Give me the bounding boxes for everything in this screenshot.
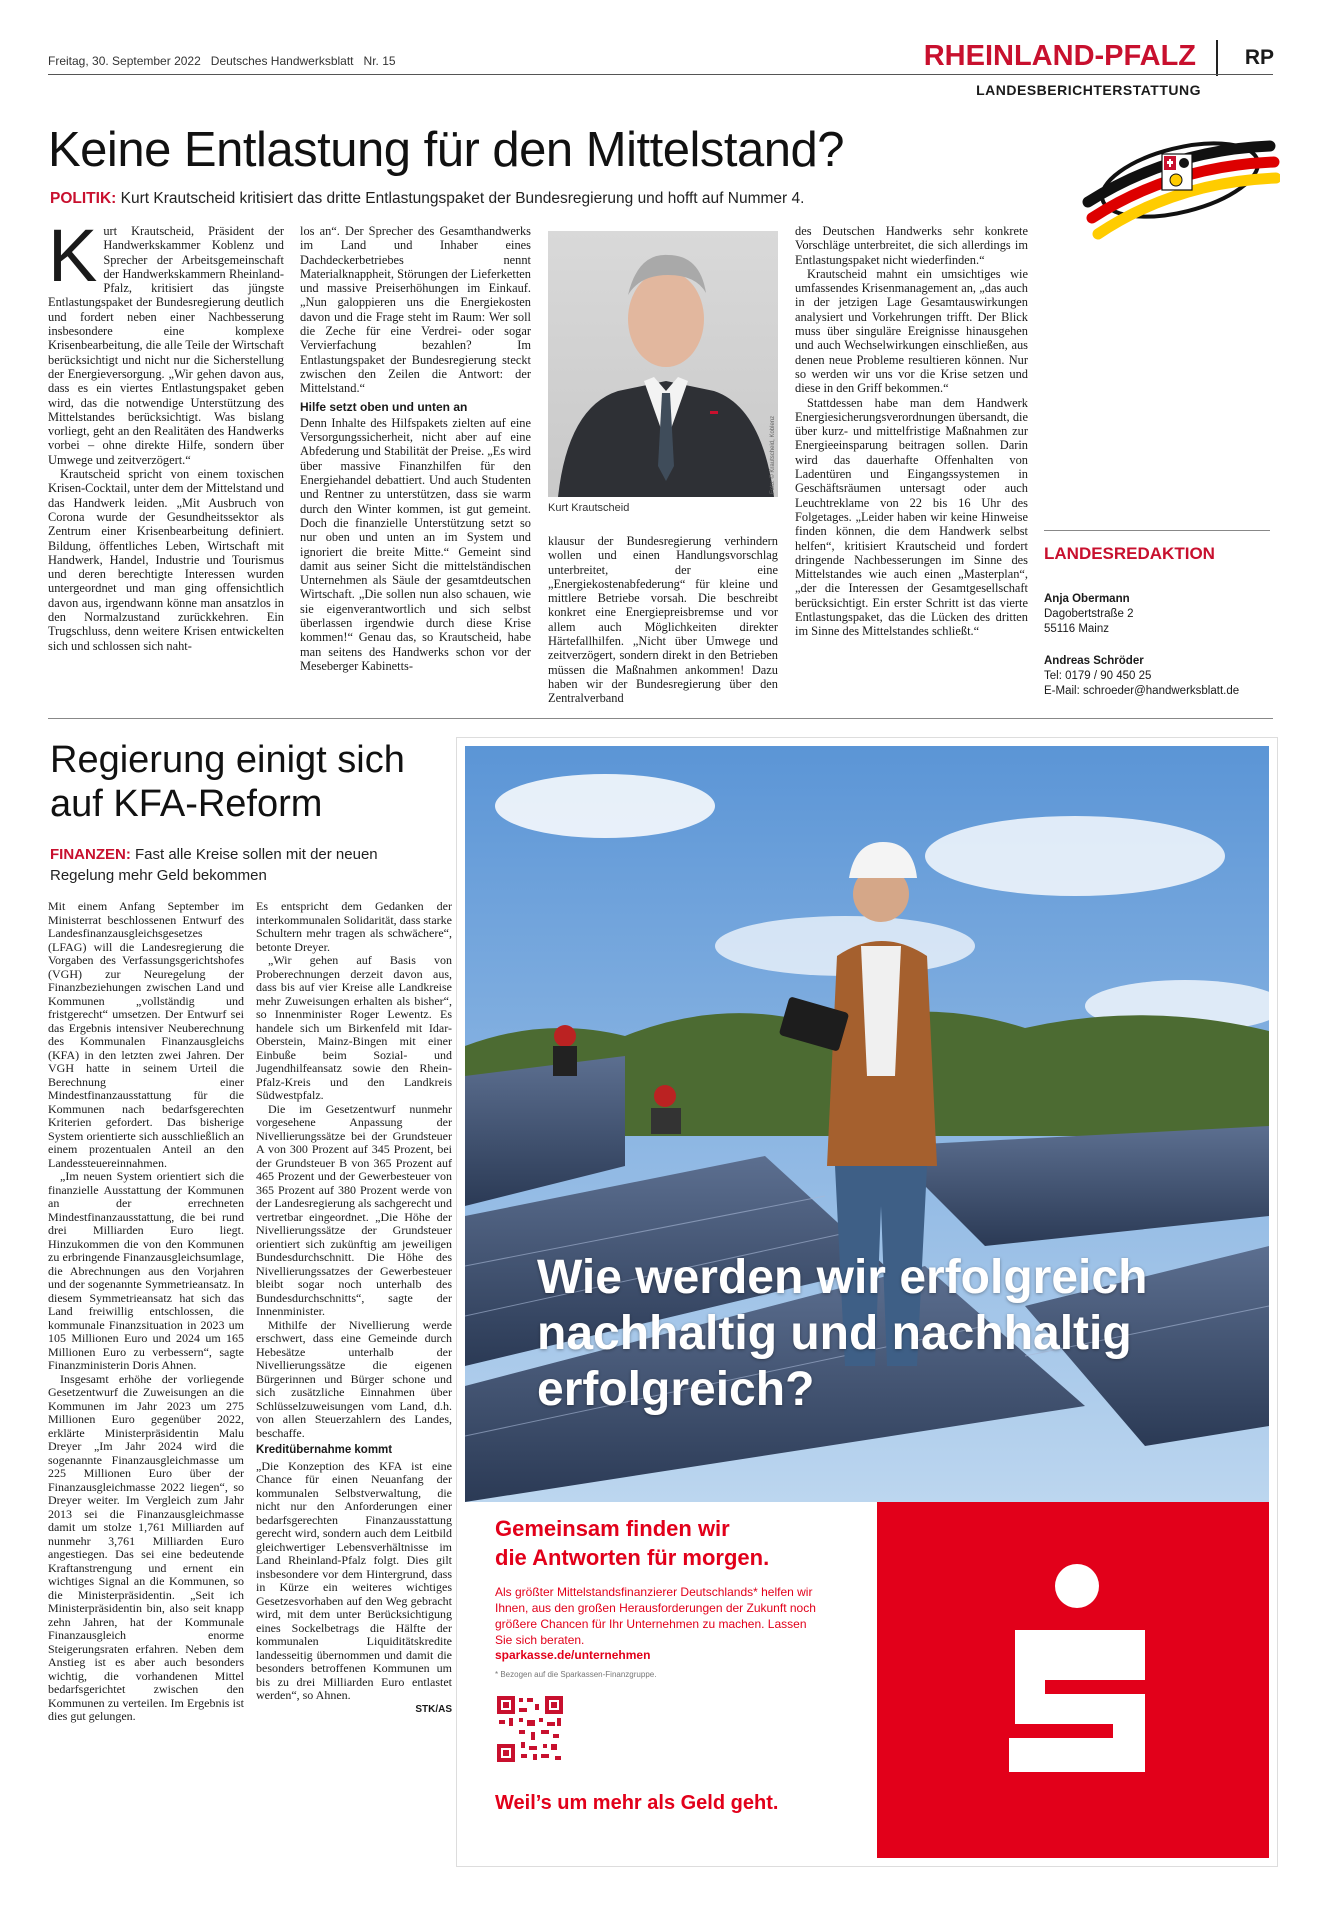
editor-1-street: Dagobertstraße 2 [1044,608,1134,620]
paragraph: des Deutschen Handwerks sehr konkrete Vorschläge unterbreitet, die sich allerdings im Entlastungspaket nicht wiederfinden.“ [795,224,1028,267]
ad-body: Als größter Mittelstandsfinanzierer Deutschlands* helfen wir Ihnen, aus den großen Herausforderungen der Zukunft noch größere Chancen für Ihr Unternehmen zu machen. Lassen Sie sich beraten. [495,1585,816,1647]
paragraph: Denn Inhalte des Hilfspakets zielten auf eine Versorgungssicherheit, nicht aber auf eine Abfederung und Stabilität der Preise. „Es wird über massive Finanzhilfen für den Energiehandel debattiert. Und auch Studenten und Rentner zu unterstützen, dass sie warm durch den Winter kommen, ist gut gemeint. Doch die finanzielle Unterstützung setzt so nur oben und unten an im System und ignoriert die breite Mitte.“ Gemeint sind damit aus seiner Sicht die mittelständischen Unternehmen als Säule der gesamtdeutschen Wirtschaft. „Die sollen nun also schauen, wie sie eigenverantwortlich und sich selbst überlassen irgendwie durch diese Krise kommen!“ Genau das, so Krautscheid, habe man seitens des Handwerks schon vor der Meseberger Kabinetts- [300,415,531,673]
ad-slogan: Weil’s um mehr als Geld geht. [495,1792,779,1814]
dateline [48,54,396,68]
date: Freitag, 30. September 2022 [48,54,201,68]
ad-tagline-line1: Gemeinsam finden wir [495,1516,730,1541]
article1-column-1 [48,214,284,653]
ad-headline: Wie werden wir erfolgreich nachhaltig und nachhaltig erfolgreich? [537,1251,1148,1416]
ad-photo [465,746,1269,1502]
qr-code[interactable] [495,1694,565,1764]
paragraph: Krautscheid mahnt ein umsichtiges wie umfassendes Krisenmanagement an, „das auch in der jetzigen Lage Gesamtauswirkungen analysiert und Vorkehrungen trifft. Der Blick muss über singuläre Ereignisse hinausgehen und auch Wechselwirkungen einschließen, aus denen neue Probleme resultieren können. Nur so werden wir uns vor die Krise setzen und diese in den Griff bekommen.“ [795,266,1028,396]
portrait-photo [548,231,778,497]
article1-subtitle-text: Kurt Krautscheid kritisiert das dritte Entlastungspaket der Bundesregierung und hofft auf Nummer 4. [120,190,805,207]
article2-signature: STK/AS [415,1703,452,1715]
article1-column-3 [548,534,778,706]
photo-credit: Foto: © Krautscheid, Koblenz [770,415,776,494]
section-divider [48,718,1273,719]
box-rule [1044,530,1270,531]
paragraph: Insgesamt erhöhe der vorliegende Gesetzentwurf die Zuweisungen an die Kommunen im Jahr 2023 um 275 Millionen Euro gegenüber 2022, erklärte Ministerpräsidentin Malu Dreyer „Im Jahr 2024 wird die sogenannte Finanzausgleichmasse um 225 Millionen Euro über der Finanzausgleichmasse 2022 liegen“, so Dreyer weiter. Im Vergleich zum Jahr 2013 sei die Finanzausgleichmasse damit um stolze 1,761 Milliarden auf nunmehr 3,761 Milliarden Euro angestiegen. Das sei eine bedeutende Kraftanstrengung und ernent ein wichtiges Signal an die Kommunen, so die Ministerpräsidentin. „Seit ich Ministerpräsidentin bin, also seit knapp zehn Jahren, hat der Kommunale Finanzausgleich enorme Steigerungsraten erfahren. Neben dem Anstieg ist es aber auch besonders wichtig, die vorhandenen Mittel bedarfsgerichtet zwischen den Kommunen zu verteilen. Im Ergebnis ist dies gut gelungen. [48,1371,244,1723]
paragraph: Es entspricht dem Gedanken der interkommunalen Solidarität, dass starke Schultern mehr tragen als schwächere“, betonte Dreyer. [256,899,452,954]
article2-column-2 [256,900,452,1716]
portrait-illustration [548,231,778,497]
region-code: RP [1244,46,1274,69]
editor-2-tel: Tel: 0179 / 90 450 25 [1044,670,1152,682]
paragraph: klausur der Bundesregierung verhindern wollen und einen Handlungsvorschlag unterbreitet, der eine „Energiekostenabfederung“ für kleine und mittlere Betriebe vorsah. Die beschreibt konkret eine Energiepreisbremse und vor allem auch Möglichkeiten direkter Härtefallhilfen. „Nicht über Umwege und zeitverzögert, sondern direkt in den Betrieben müssen die Maßnahmen ankommen! Dazu haben wir der Bundesregierung über den Zentralverband [548,534,778,706]
paragraph: Die im Gesetzentwurf nunmehr vorgesehene Anpassung der Nivellierungssätze bei der Grundsteuer A von 300 Prozent auf 345 Prozent, bei der Grundsteuer B von 365 Prozent auf 465 Prozent und der Gewerbesteuer von 365 Prozent auf 380 Prozent werde von der Landesregierung als sachgerecht und vertretbar eingeordnet. „Die Höhe der Nivellierungssätze der Grundsteuer orientiert sich zukünftig am jeweiligen Bundesdurchschnitt. Die Höhe des Nivellierungssatzes der Gewerbesteuer bleibt sogar noch unterhalb des Bundesdurchschnitts“, sagte der Innenminister. [256,1101,452,1318]
article1-column-2 [300,224,531,673]
paragraph: urt Krautscheid, Präsident der Handwerkskammer Koblenz und Sprecher der Arbeitsgemeinschaft der Handwerkskammern Rheinland-Pfalz, kritisiert das jüngste Entlastungspaket der Bundesregierung deutlich und fordert neben einer Nachbesserung insbesondere eine komplexe Krisenbearbeitung, die alle Teile der Wirtschaft berücksichtigt und nicht nur die Sicherstellung der Energieversorgung. „Wir gehen davon aus, dass es ein viertes Entlastungspaket geben wird, das die notwendige Unterstützung des Mittelstandes berücksichtigt. Was bislang vorliegt, geht an den Realitäten des Handwerks vorbei – ohne direkte Hilfe, sondern über Umwege und zeitverzögert.“ [48,224,284,467]
article1-column-4 [795,224,1028,639]
paragraph: „Wir gehen auf Basis von Proberechnungen derzeit davon aus, dass bis auf vier Kreise alle Landkreise mehr Zuweisungen erhalten als bisher“, so Innenminister Roger Lewentz. Es handele sich um Birkenfeld mit Idar-Oberstein, Mainz-Bingen mit einer Einbuße beim Sozial- und Jugendhilfeansatz sowie den Rhein-Pfalz-Kreis und den Landkreis Südwestpfalz. [256,953,452,1102]
paragraph: los an“. Der Sprecher des Gesamthandwerks im Land und Inhaber eines Dachdeckerbetriebes nennt Materialknappheit, Störungen der Lieferketten und massive Preiserhöhungen im Einkauf. „Nun galoppieren uns die Energiekosten davon und die Frage steht im Raum: Wer soll die Zeche für eine Verdrei- oder sogar Vervierfachung bezahlen? Im Entlastungspaket der Bundesregierung steckt zwischen den Zeilen die Antwort: der Mittelstand.“ [300,224,531,396]
article2-kicker: FINANZEN: [50,846,131,863]
paragraph: „Die Konzeption des KFA ist eine Chance für einen Neuanfang der kommunalen Selbstverwaltung, die nicht nur den Anforderungen einer bedarfsgerechten Finanzausstattung gerecht wird, sondern auch dem Leitbild gleichwertiger Lebensverhältnisse im Land Rheinland-Pfalz folgt. Dies gilt insbesondere vor dem Hintergrund, dass in Kürze ein weiteres wichtiges Gesetzesvorhaben auf den Weg gebracht wird, mit dem unter Berücksichtigung eines Sockelbetrags die Hälfte der kommunalen Liquiditätskredite landesseitig übernommen und damit die besonders betroffenen Kommunen um bis zu drei Milliarden Euro entlastet werden“, so Ahnen. [256,1458,452,1702]
article2-subhead: Kreditübernahme kommt [256,1444,393,1456]
issue-number: Nr. 15 [363,54,396,68]
section-label: LANDESBERICHTERSTATTUNG [976,82,1201,98]
article2-headline [50,738,405,826]
paragraph: „Im neuen System orientiert sich die finanzielle Ausstattung der Kommunen an der errechneten Mindestfinanzausstattung, die bei rund drei Milliarden Euro liegt. Hinzukommen die von den Kommunen zu erbringende Finanzausgleichsumlage, die Abrechnungen aus den Vorjahren und der sogenannte Symmetrieansatz. In diesem Symmetrieansatz hat sich das Land freiwillig entschlossen, die kommunale Finanzsituation in 2023 um 105 Millionen Euro und 2024 um 165 Millionen Euro zu verbessern“, sagte Finanzministerin Doris Ahnen. [48,1169,244,1372]
article2-headline-line2: auf KFA-Reform [50,783,323,825]
flag-swoosh-icon [1080,124,1280,244]
article1-subtitle [50,190,804,208]
article2-column-1 [48,900,244,1724]
ad-tagline-line2: die Antworten für morgen. [495,1545,770,1570]
editor-1-city: 55116 Mainz [1044,623,1109,635]
article2-headline-line1: Regierung einigt sich [50,739,405,781]
article1-subhead: Hilfe setzt oben und unten an [300,399,468,414]
dropcap: K [48,214,98,297]
ad-tagline [495,1514,769,1572]
paragraph: Mit einem Anfang September im Ministerrat beschlossenen Entwurf des Landesfinanzausgleichsgesetzes (LFAG) will die Landesregierung die Vorgaben des Verfassungsgerichtshofes (VGH) zur Neuregelung der Finanzbeziehungen zwischen Land und Kommunen „vollständig und fristgerecht“ umsetzen. Der Entwurf sei das Ergebnis intensiver Neuberechnung des Kommunalen Finanzausgleichs (KFA) in den letzten zwei Jahren. Der VGH hatte in seinem Urteil die Berechnung einer Mindestfinanzausstattung für die Kommunen nach bedarfsgerechten Kriterien gefordert. Das bisherige System orientierte sich ausschließlich an einem prozentualen Anteil an den Landessteuereinnahmen. [48,899,244,1170]
article1-headline: Keine Entlastung für den Mittelstand? [48,123,844,177]
rlp-flag-logo [1080,124,1280,244]
region-title: RHEINLAND-PFALZ [923,40,1196,72]
publication-name: Deutsches Handwerksblatt [210,54,354,68]
sparkasse-logo-icon [877,1502,1269,1858]
editor-2 [1044,654,1239,699]
paragraph: Mithilfe der Nivellierung werde erschwert, dass eine Gemeinde durch Hebesätze unterhalb der Nivellierungssätze die eigenen Bürgerinnen und Bürger schone und sich zusätzliche Einnahmen über Schlüsselzuweisungen vom Land, d.h. von allen Steuerzahlern des Landes, beschaffe. [256,1317,452,1440]
editor-2-name: Andreas Schröder [1044,655,1144,667]
ad-url[interactable]: sparkasse.de/unternehmen [495,1648,651,1662]
article2-subtitle [50,844,440,886]
article2-subtitle-text: Fast alle Kreise sollen mit der neuen Regelung mehr Geld bekommen [50,846,378,884]
qr-code-icon [495,1694,565,1764]
landesredaktion-title: LANDESREDAKTION [1044,544,1215,563]
sparkasse-ad[interactable] [456,737,1278,1867]
paragraph: Krautscheid spricht von einem toxischen Krisen-Cocktail, unter dem der Mittelstand und das Handwerk leiden. „Mit Ausbruch von Corona wurde der Gesundheitssektor als Zentrum einer Krisenbearbeitung definiert. Bildung, öffentliches Leben, Wirtschaft mit Handwerk, Handel, Industrie und Tourismus und deren berechtigte Interessen wurden untergeordnet und man ging offensichtlich davon aus, irgendwann könne man ansatzlos in den Normalzustand zurückkehren. Ein Trugschluss, denn weitere Krisen entwickelten sich und schlossen sich naht- [48,467,284,653]
ad-lower-panel [465,1502,1269,1858]
paragraph: Stattdessen habe man dem Handwerk Energiesicherungsverordnungen übersandt, die über kurz- und mittelfristige Maßnahmen zur Energieeinsparung beitragen sollen. Darin wird das dauerhafte Offenhalten von Ladentüren und Eingangssystemen in Geschäftsräumen untersagt oder auch Leuchtreklame von 22 bis 16 Uhr des Folgetages. „Leider haben wir keine Hinweise finden können, die dem Handwerk selbst helfen“, kritisiert Krautscheid und fordert dringende Nachbesserungen im Sinne des Mittelstandes wie auch einen „Masterplan“, „der die Interessen der Gesamtgesellschaft berücksichtigt. Ein erster Schritt ist das vierte Entlastungspaket, das die Lücken des dritten im Sinne des Mittelstandes schließt.“ [795,395,1028,639]
photo-caption: Kurt Krautscheid [548,502,630,514]
region-divider [1216,40,1218,76]
editor-1-name: Anja Obermann [1044,593,1130,605]
editor-2-email[interactable]: E-Mail: schroeder@handwerksblatt.de [1044,685,1240,697]
article1-kicker: POLITIK: [50,190,117,207]
ad-footnote: * Bezogen auf die Sparkassen-Finanzgruppe. [495,1670,657,1679]
sparkasse-brand-panel [877,1502,1269,1858]
header-rule [48,74,1273,75]
editor-1 [1044,592,1134,637]
